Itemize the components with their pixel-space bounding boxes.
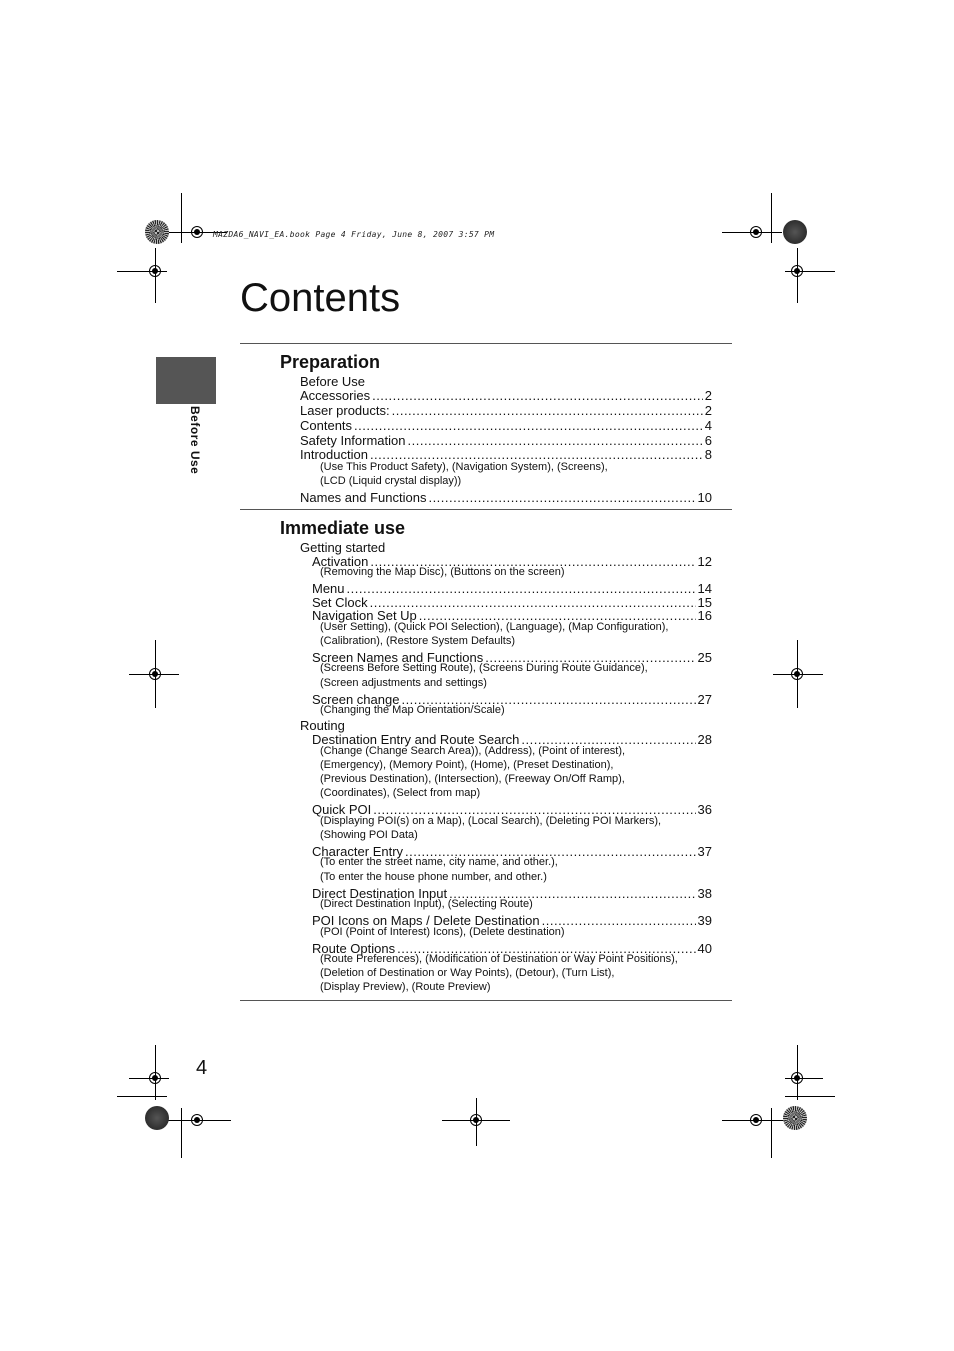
toc-note: (Previous Destination), (Intersection), (Freeway On/Off Ramp), [320, 773, 625, 785]
divider [240, 509, 732, 510]
toc-note: (Display Preview), (Route Preview) [320, 981, 491, 993]
group-label: Before Use [300, 374, 366, 389]
toc-note: (Calibration), (Restore System Defaults) [320, 635, 516, 647]
section-heading: Preparation [280, 352, 381, 372]
toc-entry[interactable]: Laser products: ..... 2 [300, 403, 712, 418]
toc-note: (Screens Before Setting Route), (Screens During Route Guidance), [320, 662, 648, 674]
section-heading: Immediate use [280, 518, 406, 538]
toc-entry[interactable]: Contents ..... 4 [300, 418, 712, 433]
toc-entry[interactable]: Activation ..... 12 [312, 554, 712, 569]
toc-note: (Route Preferences), (Modification of Destination or Way Point Positions), [320, 953, 678, 965]
toc-entry[interactable]: Introduction ..... 8 [300, 447, 712, 462]
toc-note: (Changing the Map Orientation/Scale) [320, 704, 505, 716]
toc-note: (Showing POI Data) [320, 829, 418, 841]
page-title: Contents [240, 276, 401, 320]
divider [240, 343, 732, 344]
toc-entry[interactable]: Direct Destination Input ..... 38 [312, 886, 712, 901]
toc-entry[interactable]: Quick POI ..... 36 [312, 802, 712, 817]
toc-entry[interactable]: Navigation Set Up ..... 16 [312, 608, 712, 623]
side-tab [156, 357, 216, 404]
print-header: MAZDA6_NAVI_EA.book Page 4 Friday, June 8, 2007 3:57 PM [213, 230, 495, 239]
toc-note: (Deletion of Destination or Way Points), (Detour), (Turn List), [320, 967, 615, 979]
group-label: Getting started [300, 540, 386, 555]
toc-entry[interactable]: POI Icons on Maps / Delete Destination ..... 39 [312, 913, 712, 928]
toc-note: (Displaying POI(s) on a Map), (Local Search), (Deleting POI Markers), [320, 815, 662, 827]
toc-entry[interactable]: Route Options ..... 40 [312, 941, 712, 956]
toc-note: (Removing the Map Disc), (Buttons on the screen) [320, 566, 565, 578]
color-wheel-mark [145, 220, 169, 244]
page-number: 4 [196, 1057, 208, 1079]
toc-note: (POI (Point of Interest) Icons), (Delete destination) [320, 926, 565, 938]
toc-entry[interactable]: Menu ..... 14 [312, 581, 712, 596]
color-wheel-mark [783, 1106, 807, 1130]
group-label: Routing [300, 718, 345, 733]
toc-note: (Emergency), (Memory Point), (Home), (Preset Destination), [320, 759, 614, 771]
gray-circle-mark [145, 1106, 169, 1130]
toc-note: (Direct Destination Input), (Selecting Route) [320, 898, 533, 910]
toc-entry[interactable]: Set Clock ..... 15 [312, 595, 712, 610]
gray-circle-mark [783, 220, 807, 244]
toc-entry[interactable]: Accessories ..... 2 [300, 388, 712, 403]
toc-entry[interactable]: Names and Functions ..... 10 [300, 490, 712, 505]
toc-entry[interactable]: Safety Information ..... 6 [300, 433, 712, 448]
toc-note: (Use This Product Safety), (Navigation System), (Screens), [320, 461, 608, 473]
toc-entry[interactable]: Screen change ..... 27 [312, 692, 712, 707]
toc-note: (User Setting), (Quick POI Selection), (Language), (Map Configuration), [320, 621, 669, 633]
toc-entry[interactable]: Screen Names and Functions ..... 25 [312, 650, 712, 665]
toc-note: (To enter the house phone number, and other.) [320, 871, 547, 883]
toc-note: (Screen adjustments and settings) [320, 677, 487, 689]
toc-note: (Change (Change Search Area)), (Address), (Point of interest), [320, 745, 626, 757]
divider [240, 1000, 732, 1001]
toc-entry[interactable]: Destination Entry and Route Search ..... 28 [312, 732, 712, 747]
toc-note: (LCD (Liquid crystal display)) [320, 475, 462, 487]
side-tab-label: Before Use [188, 406, 202, 475]
toc-note: (Coordinates), (Select from map) [320, 787, 481, 799]
toc-note: (To enter the street name, city name, and other.), [320, 856, 558, 868]
toc-entry[interactable]: Character Entry ..... 37 [312, 844, 712, 859]
